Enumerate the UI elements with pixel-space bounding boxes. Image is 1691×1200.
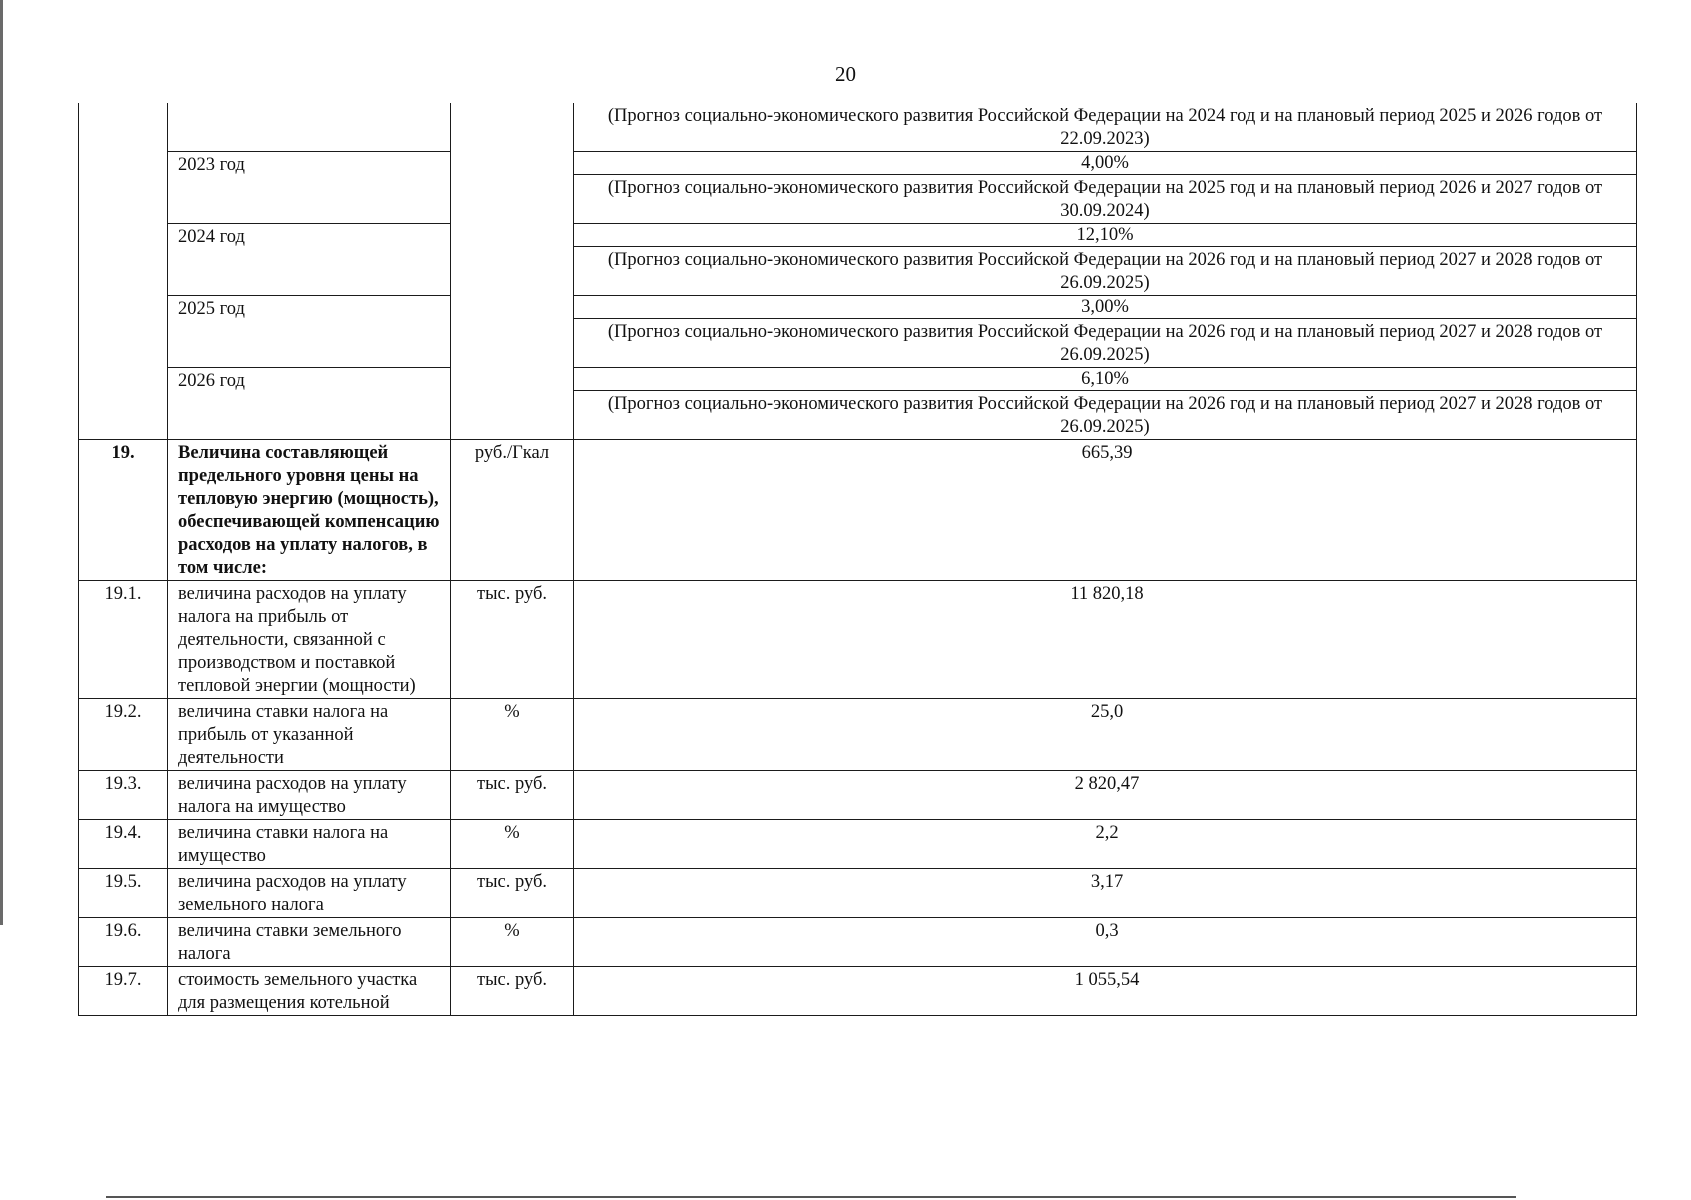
forecast-note: (Прогноз социально-экономического развития Российской Федерации на 2026 год и на плановый период 2027 и 2028 годов от 26.09.2025) <box>574 391 1637 440</box>
row-unit: тыс. руб. <box>451 967 574 1016</box>
row-name: Величина составляющей предельного уровня цены на тепловую энергию (мощность), обеспечивающей компенсацию расходов на уплату налогов, в том числе: <box>168 440 451 581</box>
scan-bottom-line <box>106 1196 1516 1198</box>
table-row <box>79 918 1637 967</box>
row-name: стоимость земельного участка для размещения котельной <box>168 967 451 1016</box>
scan-left-edge <box>0 0 3 925</box>
tariff-parameters-table <box>78 103 1637 1016</box>
table-row <box>79 869 1637 918</box>
row-number: 19.4. <box>79 820 168 869</box>
forecast-year: 2025 год <box>168 296 451 368</box>
table-row <box>79 967 1637 1016</box>
row-unit: % <box>451 820 574 869</box>
table-row <box>79 820 1637 869</box>
row-number: 19.5. <box>79 869 168 918</box>
forecast-rate: 12,10% <box>574 224 1637 247</box>
table-row <box>79 440 1637 581</box>
row-value: 665,39 <box>574 440 1637 581</box>
row-value: 2,2 <box>574 820 1637 869</box>
forecast-rate: 3,00% <box>574 296 1637 319</box>
forecast-note: (Прогноз социально-экономического развития Российской Федерации на 2026 год и на плановый период 2027 и 2028 годов от 26.09.2025) <box>574 319 1637 368</box>
table-row <box>79 699 1637 771</box>
row-value: 0,3 <box>574 918 1637 967</box>
forecast-blank-year-cell <box>168 103 451 152</box>
row-number: 19.6. <box>79 918 168 967</box>
forecast-year: 2026 год <box>168 368 451 440</box>
forecast-num-cell <box>79 103 168 440</box>
forecast-note: (Прогноз социально-экономического развития Российской Федерации на 2025 год и на плановый период 2026 и 2027 годов от 30.09.2024) <box>574 175 1637 224</box>
row-name: величина ставки налога на прибыль от указанной деятельности <box>168 699 451 771</box>
page-number: 20 <box>835 62 856 86</box>
forecast-year: 2023 год <box>168 152 451 224</box>
forecast-rate: 6,10% <box>574 368 1637 391</box>
row-number: 19. <box>79 440 168 581</box>
forecast-note: (Прогноз социально-экономического развития Российской Федерации на 2026 год и на плановый период 2027 и 2028 годов от 26.09.2025) <box>574 247 1637 296</box>
row-unit: руб./Гкал <box>451 440 574 581</box>
row-name: величина расходов на уплату земельного налога <box>168 869 451 918</box>
row-name: величина ставки налога на имущество <box>168 820 451 869</box>
row-value: 3,17 <box>574 869 1637 918</box>
forecast-year-row <box>79 224 1637 247</box>
forecast-year: 2024 год <box>168 224 451 296</box>
row-unit: тыс. руб. <box>451 581 574 699</box>
row-value: 11 820,18 <box>574 581 1637 699</box>
row-number: 19.3. <box>79 771 168 820</box>
row-number: 19.7. <box>79 967 168 1016</box>
table-row <box>79 771 1637 820</box>
row-name: величина расходов на уплату налога на прибыль от деятельности, связанной с производством и поставкой тепловой энергии (мощности) <box>168 581 451 699</box>
forecast-year-row <box>79 296 1637 319</box>
row-value: 2 820,47 <box>574 771 1637 820</box>
forecast-rate: 4,00% <box>574 152 1637 175</box>
row-value: 25,0 <box>574 699 1637 771</box>
forecast-year-row <box>79 368 1637 391</box>
forecast-note: (Прогноз социально-экономического развития Российской Федерации на 2024 год и на плановый период 2025 и 2026 годов от 22.09.2023) <box>574 103 1637 152</box>
row-number: 19.2. <box>79 699 168 771</box>
row-name: величина расходов на уплату налога на имущество <box>168 771 451 820</box>
forecast-unit-cell <box>451 103 574 440</box>
row-number: 19.1. <box>79 581 168 699</box>
row-value: 1 055,54 <box>574 967 1637 1016</box>
row-name: величина ставки земельного налога <box>168 918 451 967</box>
table-row <box>79 581 1637 699</box>
forecast-top-row <box>79 103 1637 152</box>
row-unit: % <box>451 699 574 771</box>
row-unit: % <box>451 918 574 967</box>
row-unit: тыс. руб. <box>451 869 574 918</box>
forecast-year-row <box>79 152 1637 175</box>
row-unit: тыс. руб. <box>451 771 574 820</box>
